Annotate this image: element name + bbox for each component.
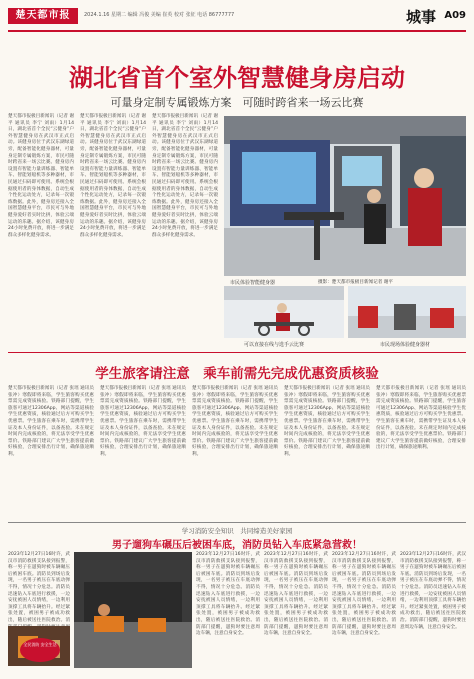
outdoor-gym-illustration: [348, 286, 466, 338]
cloud-race-illustration: [224, 286, 344, 338]
story2-body-col3: 楚天都市报极目新闻讯（记者 张瑶 通讯员 张冲）寒假即将来临，学生旅客购买优惠票需完成资质核验。铁路部门提醒，学生旅客可通过12306App、网站等渠道核验学生优惠资质，核验通过后方可购买学生优惠票。学生旅客在乘车时，需携带学生证及本人身份证件，以备查验。未在规定时间内完成核验的，将无法享受学生优惠票价。铁路部门建议广大学生旅客提前做好核验，合理安排出行计划，确保旅途顺利。: [192, 386, 278, 457]
story3-body-col4: 2023年12月27日16时许，武汉市消防救援支队接到报警，称一男子在遛狗时被车辆碾压后被困车底。消防员到场后发现，一名男子被压在车底动弹不得，情况十分危急。消防员迅速钻入车底进行救援，一边安抚被困人员情绪，一边利用顶撑工具将车辆抬升。经过紧张处置，被困男子被成功救出，随后被送往医院救治。消防部门提醒，遛狗时要注意周边车辆，注意自身安全。: [332, 552, 396, 637]
story1-body-col3: 楚天都市报极目新闻讯（记者 谢平 通讯员 李宁 刘雨）1月14日，湖北省首个全民“云健身”户外智慧健身房在武汉市正式启动。该健身房位于武汉东湖绿道旁，配备智能化健身器材，可量身定制专属锻炼方案，市民可随时跨省来一场云比赛。健身房内设置有智能力量训练器、智能单车、智能划船机等多种器材，市民通过扫码即可使用。系统会根据使用者的身体数据，自动生成个性化运动处方，记录每一次锻炼数据。此外，健身房还接入全国智慧健身平台，市民可与外地健身爱好者实时比拼，体验云端运动的乐趣。据介绍，该健身房24小时免费开放，将进一步满足群众多样化健身需求。: [152, 114, 218, 238]
rescue-photo: [74, 552, 192, 668]
story1-body-col2: 楚天都市报极目新闻讯（记者 谢平 通讯员 李宁 刘雨）1月14日，湖北省首个全民“云健身”户外智慧健身房在武汉市正式启动。该健身房位于武汉东湖绿道旁，配备智能化健身器材，可量身定制专属锻炼方案，市民可随时跨省来一场云比赛。健身房内设置有智能力量训练器、智能单车、智能划船机等多种器材，市民通过扫码即可使用。系统会根据使用者的身体数据，自动生成个性化运动处方，记录每一次锻炼数据。此外，健身房还接入全国智慧健身平台，市民可与外地健身爱好者实时比拼，体验云端运动的乐趣。据介绍，该健身房24小时免费开放，将进一步满足群众多样化健身需求。: [80, 114, 146, 238]
story3-body-col2: 2023年12月27日16时许，武汉市消防救援支队接到报警，称一男子在遛狗时被车辆碾压后被困车底。消防员到场后发现，一名男子被压在车底动弹不得，情况十分危急。消防员迅速钻入车底进行救援，一边安抚被困人员情绪，一边利用顶撑工具将车辆抬升。经过紧张处置，被困男子被成功救出，随后被送往医院救治。消防部门提醒，遛狗时要注意周边车辆，注意自身安全。: [196, 552, 260, 637]
story2-body-col2: 楚天都市报极目新闻讯（记者 张瑶 通讯员 张冲）寒假即将来临，学生旅客购买优惠票需完成资质核验。铁路部门提醒，学生旅客可通过12306App、网站等渠道核验学生优惠资质，核验通过后方可购买学生优惠票。学生旅客在乘车时，需携带学生证及本人身份证件，以备查验。未在规定时间内完成核验的，将无法享受学生优惠票价。铁路部门建议广大学生旅客提前做好核验，合理安排出行计划，确保旅途顺利。: [100, 386, 186, 457]
photo1-caption: 市民体验智能健身器: [230, 280, 276, 286]
page-number: A09: [444, 10, 466, 21]
story3-headline: 男子遛狗车碾压后被困车底，消防员钻入车底紧急营救！: [112, 540, 362, 551]
fire-safety-badge: 全民消防 安全生活: [20, 638, 60, 662]
masthead-logo: 楚天都市报: [8, 8, 78, 24]
section-divider-2: [8, 522, 466, 523]
story3-kicker: 学习消防安全知识 共同缔造美好家园: [181, 527, 293, 535]
smart-gym-illustration: [224, 116, 466, 276]
section-divider-1: [8, 352, 466, 353]
story2-body-col1: 楚天都市报极目新闻讯（记者 张瑶 通讯员 张冲）寒假即将来临，学生旅客购买优惠票需完成资质核验。铁路部门提醒，学生旅客可通过12306App、网站等渠道核验学生优惠资质，核验通过后方可购买学生优惠票。学生旅客在乘车时，需携带学生证及本人身份证件，以备查验。未在规定时间内完成核验的，将无法享受学生优惠票价。铁路部门建议广大学生旅客提前做好核验，合理安排出行计划，确保旅途顺利。: [8, 386, 94, 457]
story3-body-col3: 2023年12月27日16时许，武汉市消防救援支队接到报警，称一男子在遛狗时被车辆碾压后被困车底。消防员到场后发现，一名男子被压在车底动弹不得，情况十分危急。消防员迅速钻入车底进行救援，一边安抚被困人员情绪，一边利用顶撑工具将车辆抬升。经过紧张处置，被困男子被成功救出，随后被送往医院救治。消防部门提醒，遛狗时要注意周边车辆，注意自身安全。: [264, 552, 328, 637]
story2-body-col5: 楚天都市报极目新闻讯（记者 张瑶 通讯员 张冲）寒假即将来临，学生旅客购买优惠票需完成资质核验。铁路部门提醒，学生旅客可通过12306App、网站等渠道核验学生优惠资质，核验通过后方可购买学生优惠票。学生旅客在乘车时，需携带学生证及本人身份证件，以备查验。未在规定时间内完成核验的，将无法享受学生优惠票价。铁路部门建议广大学生旅客提前做好核验，合理安排出行计划，确保旅途顺利。: [376, 386, 466, 451]
smart-gym-photo: [224, 116, 466, 276]
story2-headline: 学生旅客请注意 乘车前需先完成优惠资质核验: [95, 366, 379, 382]
header-rule: [8, 30, 466, 32]
photo3-caption: 市民现场体验健身器材: [380, 342, 431, 348]
outdoor-gym-photo: [348, 286, 466, 338]
rescue-illustration: [74, 552, 192, 668]
cloud-race-photo: [224, 286, 344, 338]
photo1-credit: 摄影：楚天都市报极目新闻记者 谢平: [318, 280, 393, 285]
story2-body-col4: 楚天都市报极目新闻讯（记者 张瑶 通讯员 张冲）寒假即将来临，学生旅客购买优惠票需完成资质核验。铁路部门提醒，学生旅客可通过12306App、网站等渠道核验学生优惠资质，核验通过后方可购买学生优惠票。学生旅客在乘车时，需携带学生证及本人身份证件，以备查验。未在规定时间内完成核验的，将无法享受学生优惠票价。铁路部门建议广大学生旅客提前做好核验，合理安排出行计划，确保旅途顺利。: [284, 386, 370, 457]
story1-body-col1: 楚天都市报极目新闻讯（记者 谢平 通讯员 李宁 刘雨）1月14日，湖北省首个全民“云健身”户外智慧健身房在武汉市正式启动。该健身房位于武汉东湖绿道旁，配备智能化健身器材，可量身定制专属锻炼方案，市民可随时跨省来一场云比赛。健身房内设置有智能力量训练器、智能单车、智能划船机等多种器材，市民通过扫码即可使用。系统会根据使用者的身体数据，自动生成个性化运动处方，记录每一次锻炼数据。此外，健身房还接入全国智慧健身平台，市民可与外地健身爱好者实时比拼，体验云端运动的乐趣。据介绍，该健身房24小时免费开放，将进一步满足群众多样化健身需求。: [8, 114, 74, 238]
story1-headline: 湖北省首个室外智慧健身房启动: [69, 64, 405, 92]
section-title: 城事: [405, 8, 436, 26]
story3-body-col5: 2023年12月27日16时许，武汉市消防救援支队接到报警，称一男子在遛狗时被车辆碾压后被困车底。消防员到场后发现，一名男子被压在车底动弹不得，情况十分危急。消防员迅速钻入车底进行救援，一边安抚被困人员情绪，一边利用顶撑工具将车辆抬升。经过紧张处置，被困男子被成功救出，随后被送往医院救治。消防部门提醒，遛狗时要注意周边车辆，注意自身安全。: [400, 552, 466, 630]
issue-meta: 2024.1.16 星期二 编辑 冯俊 美编 崔英 校对 张征 电话 86777777: [84, 12, 235, 18]
story3-body-col1: 2023年12月27日16时许，武汉市消防救援支队接到报警，称一男子在遛狗时被车辆碾压后被困车底。消防员到场后发现，一名男子被压在车底动弹不得，情况十分危急。消防员迅速钻入车底进行救援，一边安抚被困人员情绪，一边利用顶撑工具将车辆抬升。经过紧张处置，被困男子被成功救出，随后被送往医院救治。消: [8, 552, 70, 623]
photo2-caption: 可以直接在线与选手云比赛: [244, 342, 305, 348]
story1-subheadline: 可量身定制专属锻炼方案 可随时跨省来一场云比赛: [110, 96, 364, 109]
